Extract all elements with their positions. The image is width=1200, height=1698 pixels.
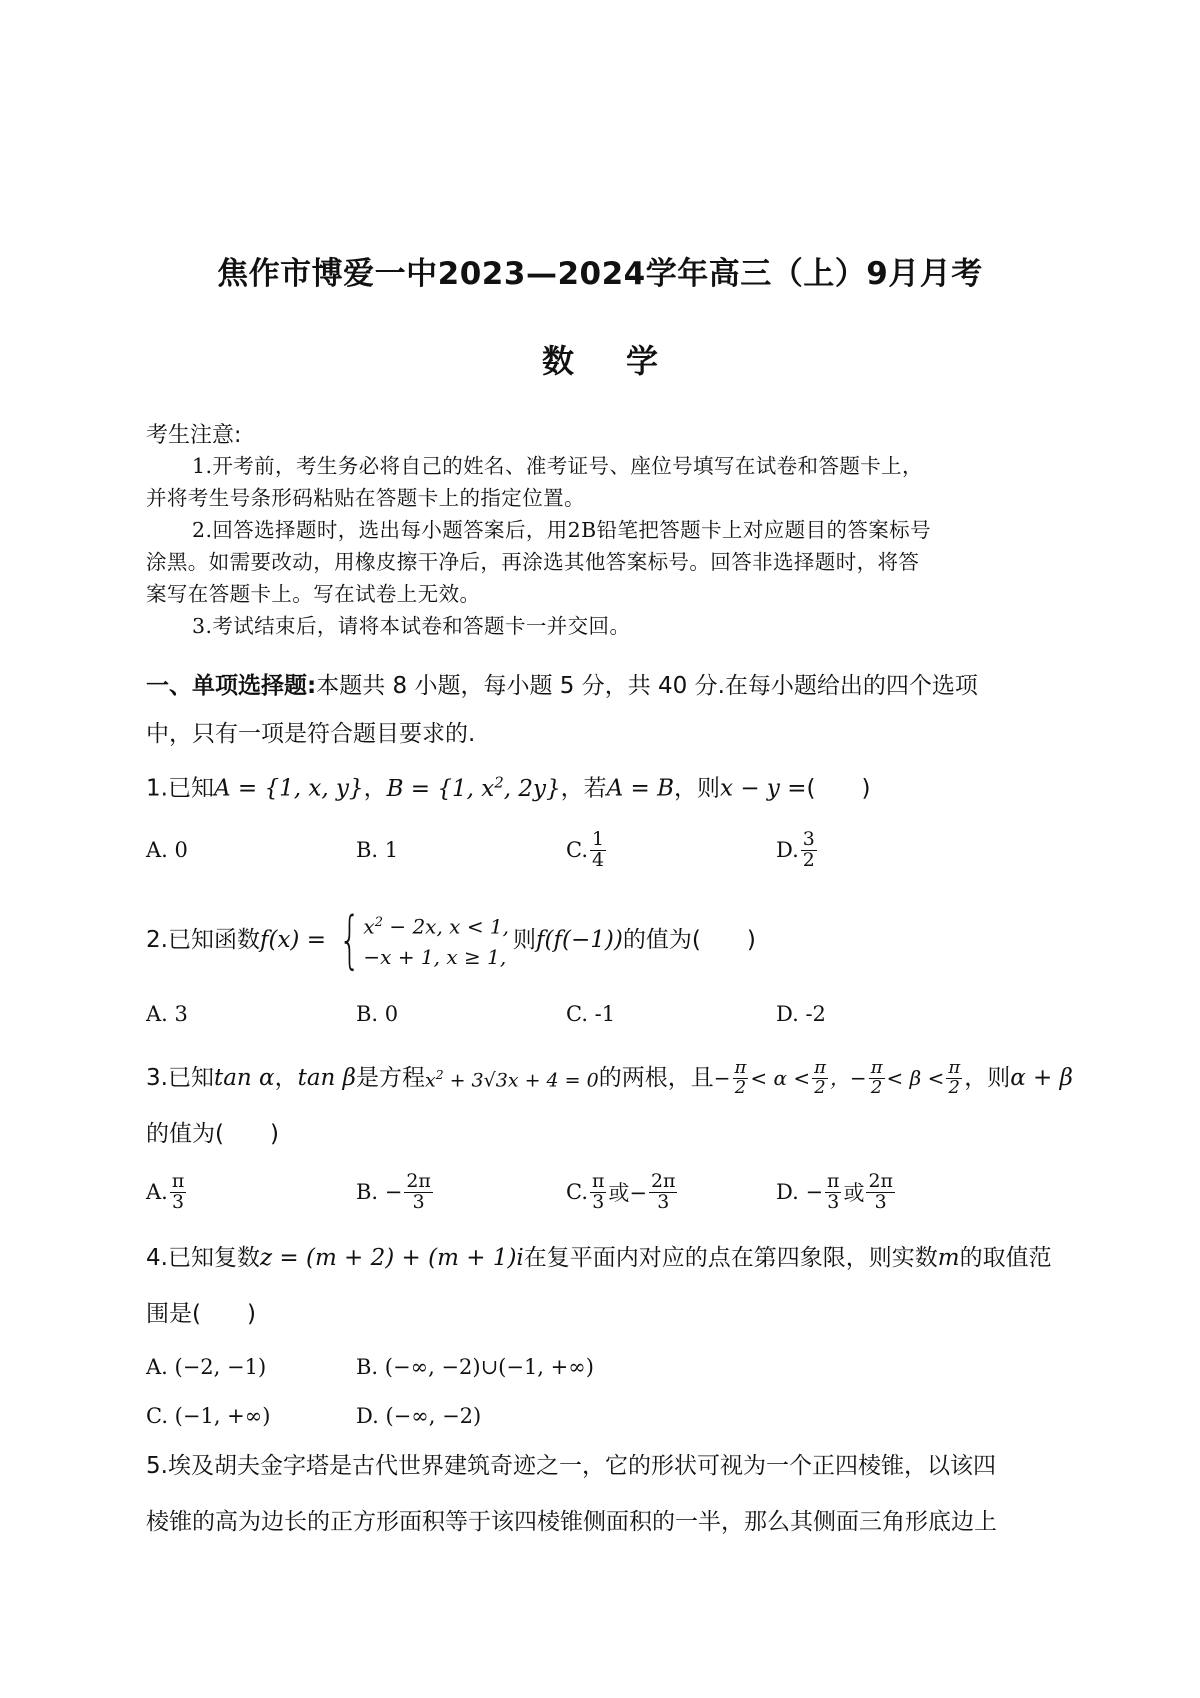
section-1-desc-line-1: 本题共 8 小题，每小题 5 分，共 40 分.在每小题给出的四个选项 — [316, 673, 978, 699]
fraction-denominator: 4 — [592, 848, 605, 871]
q2-function: f(x) = — [259, 926, 326, 953]
q3-option-b-label: B. − — [356, 1180, 403, 1204]
q1-option-d-fraction — [801, 827, 817, 871]
q3-r2-ineq: < β < — [886, 1066, 945, 1090]
q3-expression: α + β — [1010, 1065, 1073, 1091]
q3-tan-alpha: tan α — [213, 1065, 275, 1091]
q1-set-b-sup: 2 — [494, 773, 504, 791]
q2-case-1 — [363, 908, 509, 942]
notice-heading: 考生注意: — [146, 423, 242, 448]
q1-prefix: 1.已知 — [146, 775, 214, 802]
q2-case-1-pre: x — [363, 914, 375, 939]
q3-option-a[interactable] — [146, 1162, 188, 1222]
q3-r1-frac-1 — [733, 1056, 749, 1098]
q3-option-c-fraction-1 — [590, 1169, 606, 1213]
fraction-numerator: π — [592, 1169, 605, 1192]
q3-prefix: 3.已知 — [146, 1065, 214, 1091]
q3-option-d-label: D. − — [776, 1180, 824, 1204]
q2-prefix: 2.已知函数 — [146, 926, 260, 953]
q2-option-c[interactable]: C. -1 — [566, 1002, 616, 1026]
notice-item-3: 3.考试结束后，请将本试卷和答题卡一并交回。 — [192, 614, 631, 638]
q3-option-c-label: C. — [566, 1180, 588, 1204]
q2-suffix: 的值为( ) — [622, 926, 756, 953]
fraction-numerator: 3 — [802, 827, 815, 850]
q2-case-1-sup: 2 — [374, 915, 383, 930]
q3-option-c-or: 或− — [608, 1181, 648, 1205]
q1-condition: A = B — [606, 775, 675, 802]
q1-option-a[interactable]: A. 0 — [146, 838, 188, 862]
q1-option-d[interactable] — [776, 820, 819, 880]
q1-option-c-label: C. — [566, 838, 588, 862]
q1-option-c-fraction — [590, 827, 606, 871]
q1-option-d-label: D. — [776, 838, 799, 862]
fraction-denominator: 2 — [814, 1076, 826, 1098]
q4-expression: z = (m + 2) + (m + 1)i — [259, 1245, 524, 1271]
q1-option-c[interactable] — [566, 820, 608, 880]
fraction-denominator: 3 — [172, 1190, 185, 1213]
q3-r2-frac-2 — [946, 1056, 962, 1098]
fraction-numerator: π — [948, 1056, 961, 1078]
q3-option-d-fraction-2 — [866, 1169, 894, 1213]
q3-range-alpha — [714, 1054, 830, 1102]
notice-item-2-line-1: 2.回答选择题时，选出每小题答案后，用2B铅笔把答题卡上对应题目的答案标号 — [192, 518, 931, 542]
q3-option-d-fraction-1 — [825, 1169, 841, 1213]
q1-answer-blank: ( ) — [806, 775, 871, 802]
q3-r2-frac-1 — [869, 1056, 885, 1098]
subject-title: 数学 — [541, 342, 710, 380]
q3-condition-prefix: 的两根，且 — [598, 1065, 714, 1091]
q3-option-a-label: A. — [146, 1180, 168, 1204]
q3-option-b-fraction — [404, 1169, 432, 1213]
section-1-label: 一、单项选择题: — [146, 673, 317, 699]
fraction-numerator: π — [171, 1169, 185, 1192]
q3-eq-pre: x — [424, 1069, 436, 1092]
q3-option-d-or: 或 — [843, 1181, 865, 1205]
q2-piecewise-rows — [363, 908, 509, 972]
fraction-numerator: 2π — [406, 1169, 431, 1192]
question-5 — [146, 1442, 1066, 1546]
q2-case-1-post: − 2x, x < 1, — [382, 914, 510, 939]
section-1-desc-line-2: 中，只有一项是符合题目要求的. — [146, 721, 476, 747]
brace-icon: { — [338, 902, 361, 976]
q1-set-b-pre: B = {1, x — [386, 775, 495, 802]
q4-option-b[interactable]: B. (−∞, −2)∪(−1, +∞) — [356, 1355, 594, 1379]
q1-set-b — [386, 773, 561, 802]
q3-option-b[interactable] — [356, 1162, 435, 1222]
q2-option-a[interactable]: A. 3 — [146, 1002, 188, 1026]
q1-then: ，则 — [674, 775, 721, 802]
q4-suffix: 的取值范 — [959, 1245, 1052, 1271]
exam-title: 焦作市博爱一中2023—2024学年高三（上）9月月考 — [217, 256, 983, 292]
q1-sep: ， — [363, 775, 387, 802]
q4-prefix: 4.已知复数 — [146, 1245, 260, 1271]
q3-option-c-fraction-2 — [649, 1169, 677, 1213]
q3-mid: 是方程 — [355, 1065, 425, 1091]
q3-then: ，则 — [964, 1065, 1011, 1091]
q3-equation — [425, 1051, 599, 1104]
q4-option-c[interactable]: C. (−1, +∞) — [146, 1404, 271, 1428]
fraction-denominator: 3 — [657, 1190, 670, 1213]
fraction-numerator: 1 — [592, 827, 605, 850]
q3-r2-minus: ，− — [829, 1066, 867, 1090]
notice-item-2-line-2: 涂黑。如需要改动，用橡皮擦干净后，再涂选其他答案标号。回答非选择题时，将答 — [146, 550, 920, 574]
q3-sep: ， — [274, 1065, 298, 1091]
fraction-denominator: 2 — [948, 1076, 960, 1098]
q3-r1-minus: − — [713, 1066, 731, 1090]
q1-expression: x − y = — [720, 775, 807, 802]
fraction-denominator: 2 — [870, 1076, 883, 1098]
question-2 — [146, 902, 1066, 976]
fraction-numerator: π — [827, 1169, 840, 1192]
q2-option-b[interactable]: B. 0 — [356, 1002, 399, 1026]
q1-set-a: A = {1, x, y} — [213, 775, 364, 802]
q2-then: 则 — [513, 926, 537, 953]
q2-piecewise — [330, 902, 510, 976]
q2-expression: f(f(−1)) — [536, 926, 623, 953]
q3-r1-ineq: < α < — [750, 1066, 811, 1090]
section-1-intro — [146, 662, 1066, 758]
q4-mid: 在复平面内对应的点在第四象限，则实数 — [523, 1245, 938, 1271]
question-3 — [146, 1048, 1073, 1108]
notice-body — [146, 450, 1056, 642]
q3-r1-frac-2 — [812, 1056, 828, 1098]
fraction-denominator: 3 — [827, 1190, 840, 1213]
notice-item-2-line-3: 案写在答题卡上。写在试卷上无效。 — [146, 582, 481, 606]
fraction-denominator: 2 — [734, 1076, 747, 1098]
fraction-numerator: 2π — [651, 1169, 676, 1192]
q3-option-d[interactable] — [776, 1162, 897, 1222]
notice-item-1-line-2: 并将考生号条形码粘贴在答题卡上的指定位置。 — [146, 486, 585, 510]
q3-option-c[interactable] — [566, 1162, 679, 1222]
q2-option-d[interactable]: D. -2 — [776, 1002, 826, 1026]
q3-option-a-fraction — [170, 1169, 186, 1213]
fraction-numerator: π — [734, 1056, 747, 1078]
question-4 — [146, 1234, 1066, 1282]
q5-line-2: 棱锥的高为边长的正方形面积等于该四棱锥侧面积的一半，那么其侧面三角形底边上 — [146, 1509, 997, 1535]
fraction-numerator: 2π — [868, 1169, 893, 1192]
question-1 — [146, 758, 1066, 813]
fraction-numerator: π — [814, 1056, 826, 1078]
q3-range-beta — [830, 1054, 964, 1102]
fraction-denominator: 3 — [412, 1190, 425, 1213]
q4-option-a[interactable]: A. (−2, −1) — [146, 1355, 267, 1379]
q3-tan-beta: tan β — [297, 1065, 356, 1091]
q1-option-b[interactable]: B. 1 — [356, 838, 399, 862]
notice-item-1-line-1: 1.开考前，考生务必将自己的姓名、准考证号、座位号填写在试卷和答题卡上， — [192, 454, 923, 478]
fraction-denominator: 3 — [874, 1190, 887, 1213]
q1-mid: ，若 — [560, 775, 607, 802]
fraction-denominator: 2 — [802, 848, 815, 871]
q1-set-b-post: , 2y} — [503, 775, 561, 802]
q4-line-2: 围是( ) — [146, 1301, 256, 1327]
q2-case-2: −x + 1, x ≥ 1, — [363, 944, 507, 969]
q4-variable: m — [937, 1245, 960, 1271]
fraction-denominator: 3 — [592, 1190, 605, 1213]
q3-eq-sup: 2 — [435, 1068, 444, 1083]
q3-line-2: 的值为( ) — [146, 1121, 279, 1147]
q4-option-d[interactable]: D. (−∞, −2) — [356, 1404, 482, 1428]
q5-line-1: 5.埃及胡夫金字塔是古代世界建筑奇迹之一，它的形状可视为一个正四棱锥，以该四 — [146, 1453, 996, 1479]
fraction-numerator: π — [870, 1056, 883, 1078]
q3-eq-post: + 3√3x + 4 = 0 — [443, 1069, 599, 1092]
